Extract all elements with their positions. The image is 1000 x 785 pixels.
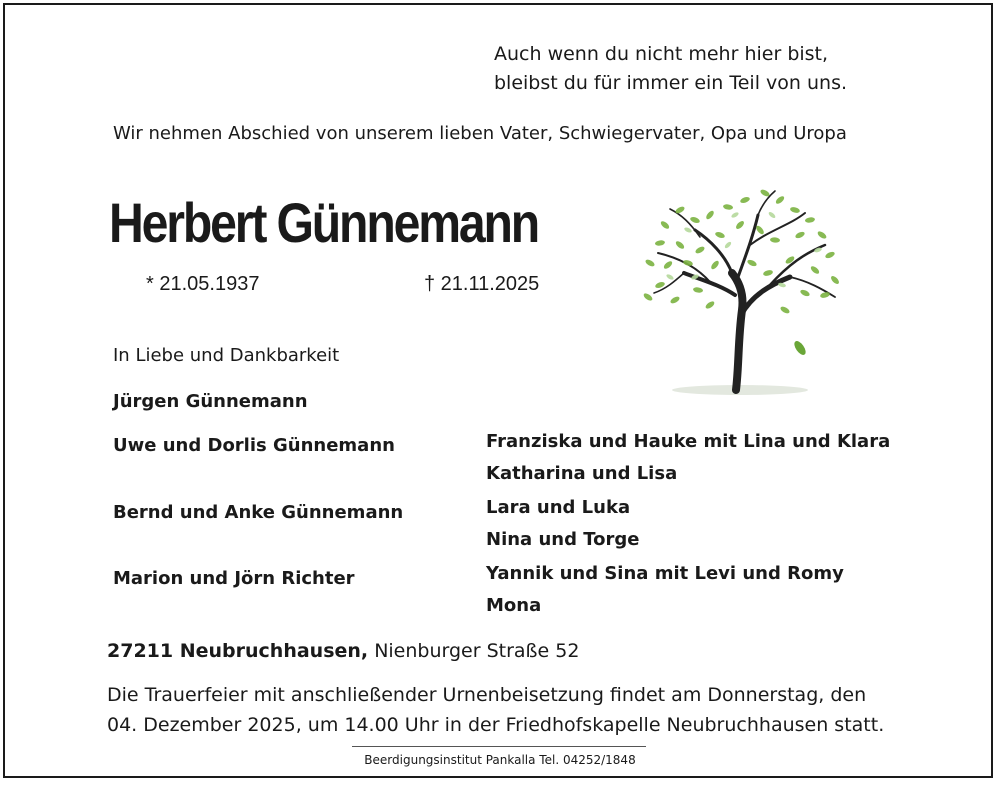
mourner-right-3: Lara und Luka xyxy=(486,497,631,518)
deceased-name: Herbert Günnemann xyxy=(109,191,539,254)
ceremony-line-2: 04. Dezember 2025, um 14.00 Uhr in der Friedhofskapelle Neubruchhausen statt. xyxy=(107,714,885,736)
mourner-right-5: Yannik und Sina mit Levi und Romy xyxy=(486,563,844,584)
mourner-right-6: Mona xyxy=(486,595,542,616)
birth-date: * 21.05.1937 xyxy=(146,273,260,295)
death-date: † 21.11.2025 xyxy=(424,273,540,295)
mourners-heading: In Liebe und Dankbarkeit xyxy=(113,345,340,366)
quote-line-1: Auch wenn du nicht mehr hier bist, xyxy=(494,43,829,65)
footer-divider xyxy=(352,746,646,747)
mourner-left-2: Uwe und Dorlis Günnemann xyxy=(113,435,395,456)
mourner-right-2: Katharina und Lisa xyxy=(486,463,678,484)
address-street: Nienburger Straße 52 xyxy=(374,640,580,662)
funeral-home-footer: Beerdigungsinstitut Pankalla Tel. 04252/1848 xyxy=(364,753,636,767)
mourner-right-1: Franziska und Hauke mit Lina und Klara xyxy=(486,431,891,452)
ceremony-line-1: Die Trauerfeier mit anschließender Urnenbeisetzung findet am Donnerstag, den xyxy=(107,684,867,706)
address xyxy=(107,640,579,662)
quote-line-2: bleibst du für immer ein Teil von uns. xyxy=(494,72,848,94)
mourner-left-1: Jürgen Günnemann xyxy=(113,391,308,412)
mourner-left-4: Marion und Jörn Richter xyxy=(113,568,355,589)
intro-text: Wir nehmen Abschied von unserem lieben Vater, Schwiegervater, Opa und Uropa xyxy=(113,123,847,144)
mourner-right-4: Nina und Torge xyxy=(486,529,640,550)
address-city: 27211 Neubruchhausen, xyxy=(107,640,369,662)
tree-icon xyxy=(640,185,845,400)
mourner-left-3: Bernd und Anke Günnemann xyxy=(113,502,404,523)
